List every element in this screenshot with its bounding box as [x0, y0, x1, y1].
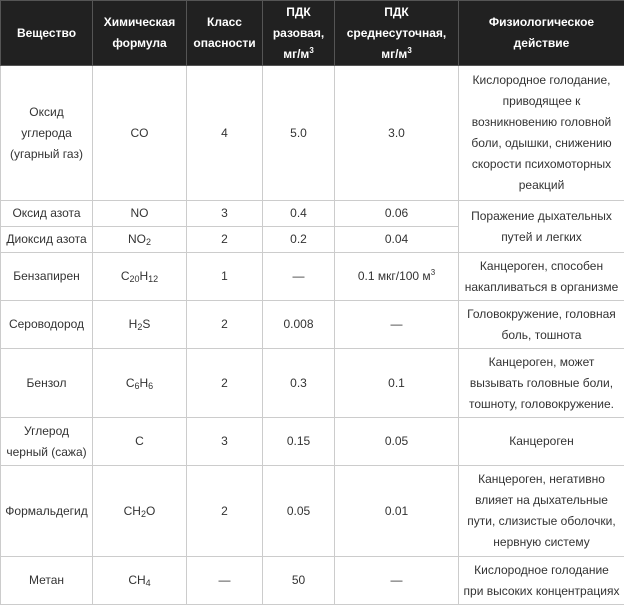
header-pdk-single-label: ПДК разовая,: [273, 5, 324, 40]
substance-cell: Оксид углерода (угарный газ): [1, 66, 93, 201]
pdk-daily-cell: —: [335, 557, 459, 605]
pdk-daily-exponent: 3: [431, 268, 435, 277]
pdk-daily-cell: 3.0: [335, 66, 459, 201]
effect-cell: Головокружение, головная боль, тошнота: [459, 301, 624, 349]
formula-cell: [93, 201, 187, 227]
formula-text: C: [126, 376, 135, 390]
header-hazard-class: Класс опасности: [187, 1, 263, 66]
table-row: [1, 301, 624, 349]
table-row: [1, 466, 624, 557]
formula-text: NO: [128, 232, 146, 246]
formula-cell: [93, 253, 187, 301]
pdk-single-cell: 0.008: [263, 301, 335, 349]
pdk-single-cell: 0.2: [263, 227, 335, 253]
effect-cell: Кислородное голодание, приводящее к возникновению головной боли, одышки, снижению скорости психомоторных реакций: [459, 66, 624, 201]
formula-text: H: [140, 376, 149, 390]
pdk-daily-cell: 0.05: [335, 418, 459, 466]
formula-text: H: [129, 317, 138, 331]
header-pdk-single-unit-exp: 3: [309, 46, 313, 55]
substance-cell: Метан: [1, 557, 93, 605]
formula-subscript: 6: [134, 381, 139, 391]
pdk-daily-value: 0.1 мкг/100 м: [358, 269, 431, 283]
pdk-single-cell: 0.05: [263, 466, 335, 557]
substance-cell: Сероводород: [1, 301, 93, 349]
pdk-single-cell: 0.4: [263, 201, 335, 227]
formula-subscript: 12: [148, 274, 158, 284]
table-header-row: [1, 1, 624, 66]
substance-cell: Бензапирен: [1, 253, 93, 301]
formula-cell: [93, 66, 187, 201]
formula-cell: [93, 466, 187, 557]
pdk-daily-cell: 0.04: [335, 227, 459, 253]
header-formula: Химическая формула: [93, 1, 187, 66]
formula-text: H: [140, 269, 149, 283]
formula-subscript: 2: [141, 509, 146, 519]
formula-text: S: [142, 317, 150, 331]
formula-subscript: 4: [146, 578, 151, 588]
formula-subscript: 2: [137, 322, 142, 332]
hazard-class-cell: 4: [187, 66, 263, 201]
table-row: [1, 201, 624, 227]
effect-cell: Канцероген, способен накапливаться в организме: [459, 253, 624, 301]
pdk-daily-cell: [335, 253, 459, 301]
formula-text: O: [146, 504, 155, 518]
header-pdk-daily: [335, 1, 459, 66]
hazard-class-cell: 2: [187, 301, 263, 349]
table-row: [1, 349, 624, 418]
pdk-single-cell: 0.15: [263, 418, 335, 466]
formula-subscript: 6: [148, 381, 153, 391]
hazard-class-cell: 3: [187, 201, 263, 227]
header-substance: Вещество: [1, 1, 93, 66]
table-row: [1, 253, 624, 301]
pdk-daily-cell: —: [335, 301, 459, 349]
header-pdk-daily-unit: мг/м: [381, 47, 407, 61]
formula-cell: [93, 557, 187, 605]
substance-cell: Диоксид азота: [1, 227, 93, 253]
hazard-class-cell: —: [187, 557, 263, 605]
pdk-daily-cell: 0.1: [335, 349, 459, 418]
formula-text: CH: [128, 573, 145, 587]
pdk-daily-cell: 0.06: [335, 201, 459, 227]
hazard-class-cell: 2: [187, 227, 263, 253]
formula-text: CO: [131, 126, 149, 140]
substance-cell: Углерод черный (сажа): [1, 418, 93, 466]
effect-cell: Канцероген, может вызывать головные боли, тошноту, головокружение.: [459, 349, 624, 418]
formula-cell: [93, 349, 187, 418]
effect-cell: Поражение дыхательных путей и легких: [459, 201, 624, 253]
formula-subscript: 2: [146, 237, 151, 247]
formula-text: NO: [131, 206, 149, 220]
table-row: [1, 557, 624, 605]
pdk-single-cell: 0.3: [263, 349, 335, 418]
header-pdk-single-unit: мг/м: [283, 47, 309, 61]
substance-cell: Формальдегид: [1, 466, 93, 557]
effect-cell: Канцероген: [459, 418, 624, 466]
hazard-class-cell: 2: [187, 349, 263, 418]
formula-text: CH: [124, 504, 141, 518]
formula-cell: [93, 418, 187, 466]
substance-cell: Бензол: [1, 349, 93, 418]
substance-cell: Оксид азота: [1, 201, 93, 227]
header-pdk-daily-unit-exp: 3: [407, 46, 411, 55]
formula-subscript: 20: [129, 274, 139, 284]
hazard-class-cell: 2: [187, 466, 263, 557]
pdk-single-cell: —: [263, 253, 335, 301]
effect-cell: Канцероген, негативно влияет на дыхательные пути, слизистые оболочки, нервную систему: [459, 466, 624, 557]
pdk-daily-cell: 0.01: [335, 466, 459, 557]
header-pdk-single: [263, 1, 335, 66]
pdk-single-cell: 5.0: [263, 66, 335, 201]
table-row: [1, 418, 624, 466]
formula-cell: [93, 301, 187, 349]
header-pdk-daily-label: ПДК среднесуточная,: [347, 5, 447, 40]
formula-cell: [93, 227, 187, 253]
hazard-class-cell: 1: [187, 253, 263, 301]
header-effect: Физиологическое действие: [459, 1, 624, 66]
hazard-class-cell: 3: [187, 418, 263, 466]
pdk-single-cell: 50: [263, 557, 335, 605]
formula-text: C: [121, 269, 130, 283]
formula-text: C: [135, 434, 144, 448]
table-row: [1, 66, 624, 201]
effect-cell: Кислородное голодание при высоких концентрациях: [459, 557, 624, 605]
